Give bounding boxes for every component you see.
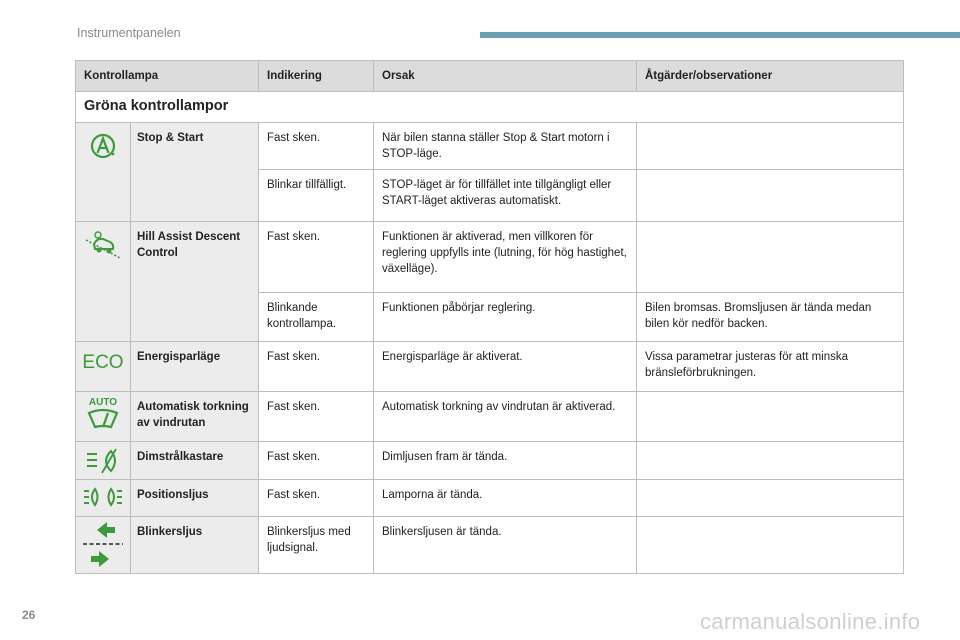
action-cell: Bilen bromsas. Bromsljusen är tända medan bilen kör nedför backen. <box>637 293 904 342</box>
group-title: Gröna kontrollampor <box>76 92 904 123</box>
auto-icon-text: AUTO <box>88 397 118 408</box>
column-header: Kontrollampa <box>76 61 259 92</box>
table-row <box>76 480 904 517</box>
indication-cell: Blinkar tillfälligt. <box>259 170 374 222</box>
action-cell <box>637 222 904 293</box>
indication-cell: Fast sken. <box>259 222 374 293</box>
column-header: Åtgärder/observationer <box>637 61 904 92</box>
table-row <box>76 442 904 480</box>
action-cell <box>637 442 904 480</box>
lamp-name: Positionsljus <box>131 480 259 517</box>
lamp-name: Energisparläge <box>131 342 259 392</box>
cause-cell: Funktionen är aktiverad, men villkoren för reglering uppfylls inte (lutning, för hög hastighet, växelläge). <box>374 222 637 293</box>
table-row <box>76 392 904 442</box>
position-light-icon <box>76 480 131 517</box>
indication-cell: Blinkande kontrollampa. <box>259 293 374 342</box>
eco-icon <box>76 342 131 392</box>
eco-icon-text: ECO <box>82 352 124 372</box>
column-header: Orsak <box>374 61 637 92</box>
action-cell: Vissa parametrar justeras för att minska bränsleförbrukningen. <box>637 342 904 392</box>
group-row <box>76 92 904 123</box>
section-accent-bar <box>480 32 960 38</box>
action-cell <box>637 517 904 574</box>
table-row <box>76 517 904 574</box>
lamp-name: Automatisk torkning av vindrutan <box>131 392 259 442</box>
lamp-name: Hill Assist Descent Control <box>131 222 259 342</box>
table-header-row <box>76 61 904 92</box>
indication-cell: Fast sken. <box>259 392 374 442</box>
stop-start-icon <box>76 123 131 222</box>
page-number: 26 <box>22 608 36 622</box>
lamp-name: Dimstrålkastare <box>131 442 259 480</box>
table-row <box>76 123 904 170</box>
cause-cell: Lamporna är tända. <box>374 480 637 517</box>
watermark: carmanualsonline.info <box>700 609 921 634</box>
table-row <box>76 342 904 392</box>
lamp-name: Stop & Start <box>131 123 259 222</box>
cause-cell: Dimljusen fram är tända. <box>374 442 637 480</box>
auto-wiper-icon <box>76 392 131 442</box>
lamp-name: Blinkersljus <box>131 517 259 574</box>
cause-cell: STOP-läget är för tillfället inte tillgängligt eller START-läget aktiveras automatiskt. <box>374 170 637 222</box>
action-cell <box>637 170 904 222</box>
cause-cell: Automatisk torkning av vindrutan är aktiverad. <box>374 392 637 442</box>
front-fog-light-icon <box>76 442 131 480</box>
warning-lamp-table <box>75 60 904 574</box>
cause-cell: Energisparläge är aktiverat. <box>374 342 637 392</box>
cause-cell: Blinkersljusen är tända. <box>374 517 637 574</box>
indication-cell: Fast sken. <box>259 480 374 517</box>
hill-assist-descent-icon <box>76 222 131 342</box>
section-title: Instrumentpanelen <box>77 26 181 40</box>
column-header: Indikering <box>259 61 374 92</box>
action-cell <box>637 392 904 442</box>
indication-cell: Fast sken. <box>259 442 374 480</box>
indication-cell: Fast sken. <box>259 342 374 392</box>
table-row <box>76 222 904 293</box>
cause-cell: När bilen stanna ställer Stop & Start motorn i STOP-läge. <box>374 123 637 170</box>
indication-cell: Blinkersljus med ljudsignal. <box>259 517 374 574</box>
action-cell <box>637 480 904 517</box>
cause-cell: Funktionen påbörjar reglering. <box>374 293 637 342</box>
indication-cell: Fast sken. <box>259 123 374 170</box>
turn-signal-icon <box>76 517 131 574</box>
action-cell <box>637 123 904 170</box>
